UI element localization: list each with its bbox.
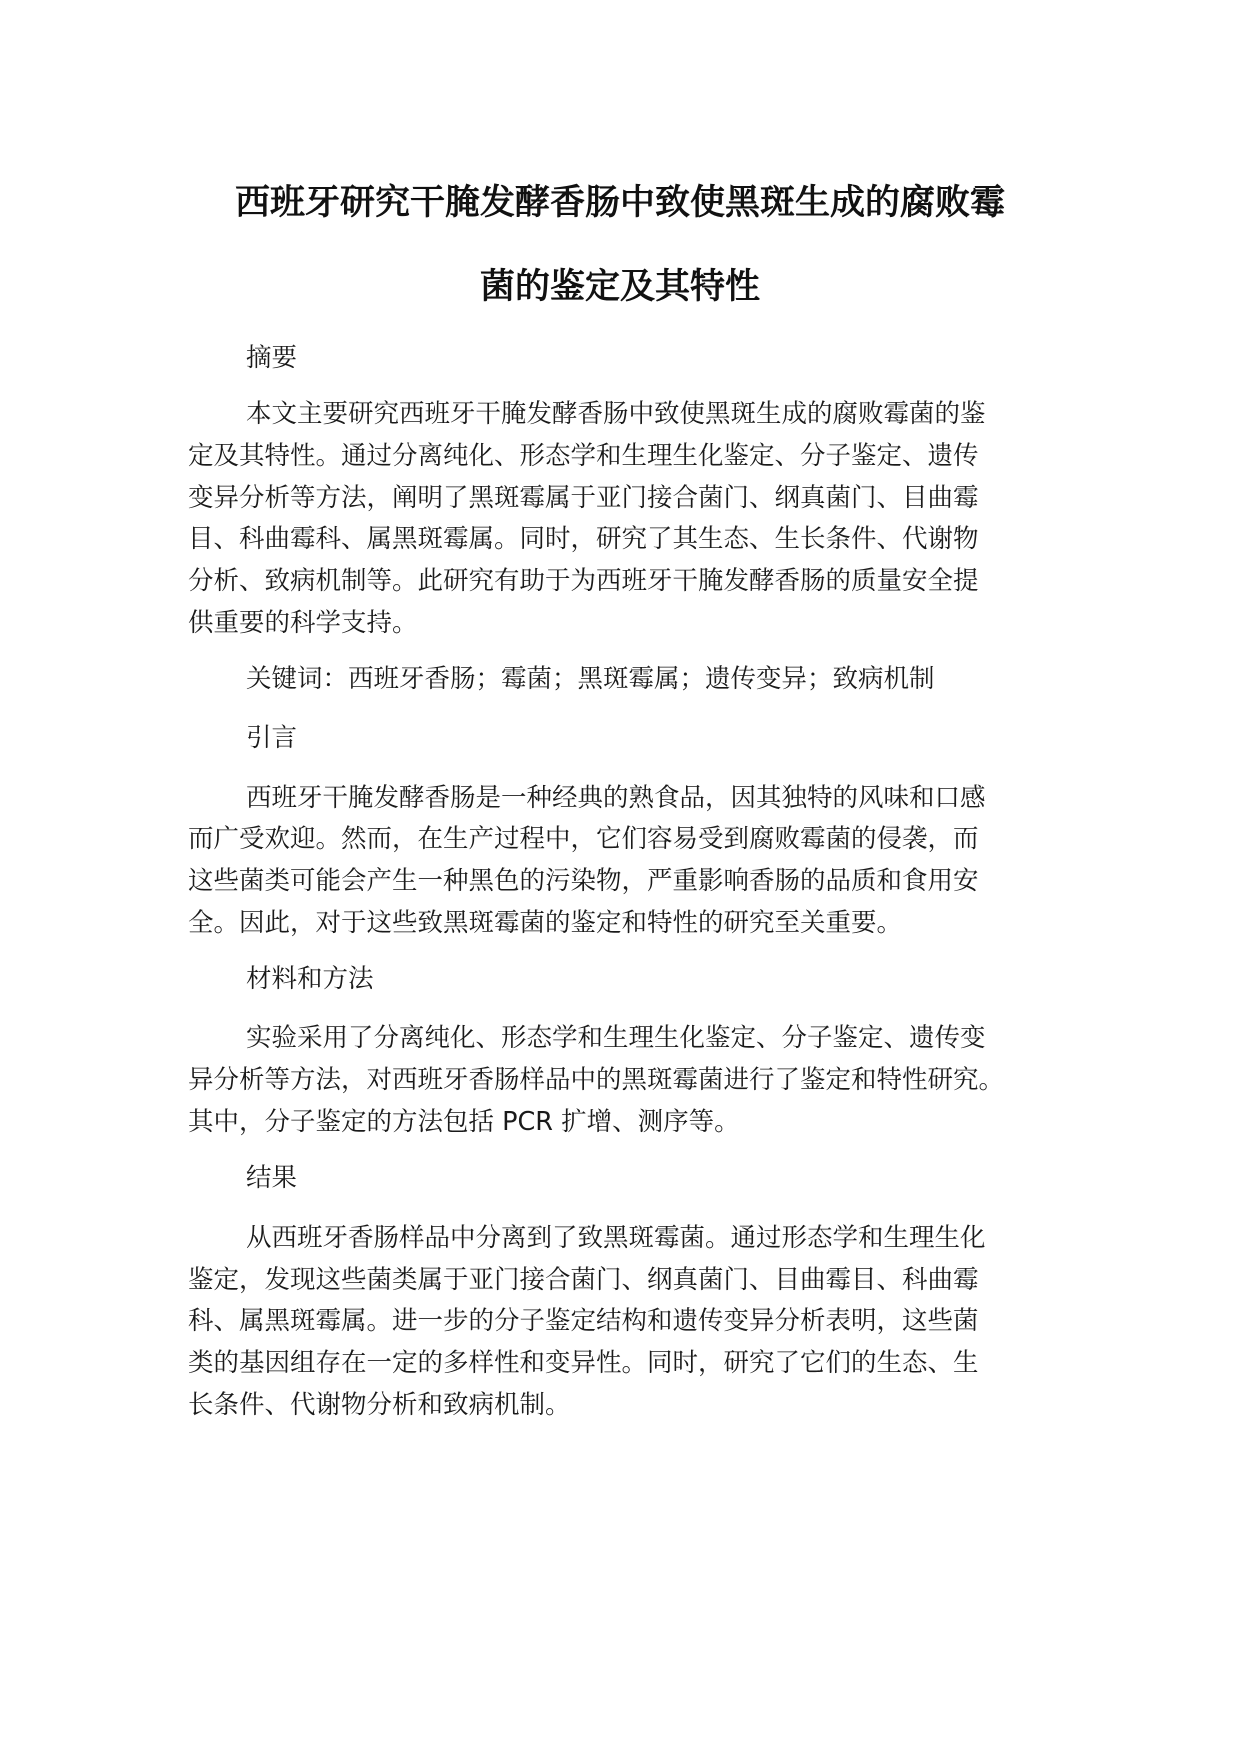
results-line: 从西班牙香肠样品中分离到了致黑斑霉菌。通过形态学和生理生化	[246, 1223, 986, 1253]
abstract-line: 目、科曲霉科、属黑斑霉属。同时，研究了其生态、生长条件、代谢物	[188, 524, 979, 554]
results-line: 鉴定，发现这些菌类属于亚门接合菌门、纲真菌门、目曲霉目、科曲霉	[188, 1265, 979, 1295]
results-line: 类的基因组存在一定的多样性和变异性。同时，研究了它们的生态、生	[188, 1348, 979, 1378]
intro-line: 而广受欢迎。然而，在生产过程中，它们容易受到腐败霉菌的侵袭，而	[188, 824, 979, 854]
abstract-line: 定及其特性。通过分离纯化、形态学和生理生化鉴定、分子鉴定、遗传	[188, 441, 979, 471]
intro-heading: 引言	[246, 723, 298, 753]
abstract-line: 供重要的科学支持。	[188, 608, 418, 638]
methods-line: 其中，分子鉴定的方法包括 PCR 扩增、测序等。	[188, 1107, 740, 1137]
intro-line: 这些菌类可能会产生一种黑色的污染物，严重影响香肠的品质和食用安	[188, 866, 979, 896]
abstract-line: 分析、致病机制等。此研究有助于为西班牙干腌发酵香肠的质量安全提	[188, 566, 979, 596]
document-title-line-1: 西班牙研究干腌发酵香肠中致使黑斑生成的腐败霉	[234, 183, 1005, 223]
document-title-line-2: 菌的鉴定及其特性	[479, 267, 760, 307]
keywords-line: 关键词：西班牙香肠；霉菌；黑斑霉属；遗传变异；致病机制	[246, 664, 935, 694]
abstract-line: 本文主要研究西班牙干腌发酵香肠中致使黑斑生成的腐败霉菌的鉴	[246, 399, 986, 429]
abstract-line: 变异分析等方法，阐明了黑斑霉属于亚门接合菌门、纲真菌门、目曲霉	[188, 483, 979, 513]
methods-heading: 材料和方法	[246, 964, 374, 994]
methods-line: 异分析等方法，对西班牙香肠样品中的黑斑霉菌进行了鉴定和特性研究。	[188, 1065, 1005, 1095]
results-line: 长条件、代谢物分析和致病机制。	[188, 1390, 571, 1420]
intro-line: 全。因此，对于这些致黑斑霉菌的鉴定和特性的研究至关重要。	[188, 908, 903, 938]
abstract-heading: 摘要	[246, 343, 298, 373]
intro-line: 西班牙干腌发酵香肠是一种经典的熟食品，因其独特的风味和口感	[246, 783, 986, 813]
results-line: 科、属黑斑霉属。进一步的分子鉴定结构和遗传变异分析表明，这些菌	[188, 1306, 979, 1336]
methods-line: 实验采用了分离纯化、形态学和生理生化鉴定、分子鉴定、遗传变	[246, 1023, 986, 1053]
results-heading: 结果	[246, 1163, 298, 1193]
